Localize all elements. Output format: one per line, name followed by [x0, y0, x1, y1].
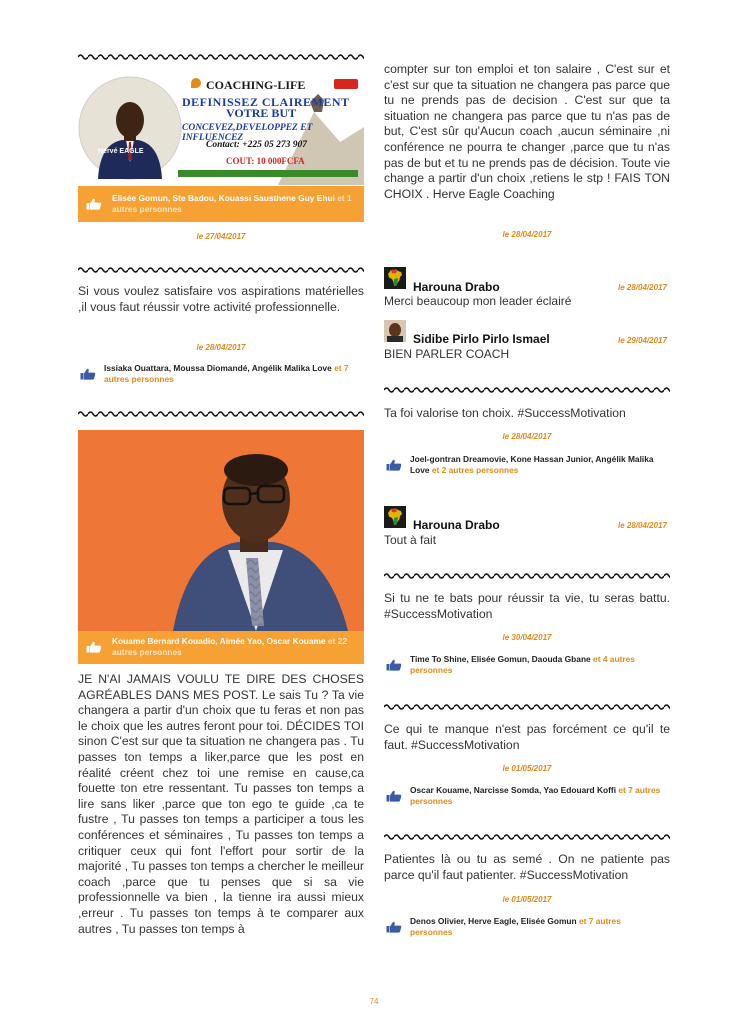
user-avatar[interactable] — [384, 320, 406, 342]
post1-likes-bar — [78, 186, 364, 222]
like-icon[interactable] — [386, 459, 402, 471]
post3-likes-bar — [78, 631, 364, 664]
comment-text: BIEN PARLER COACH — [384, 347, 510, 361]
banner-name-tag: Hervé EAGLE — [98, 148, 144, 155]
post-separator — [384, 386, 670, 396]
banner-headline-1: DEFINISSEZ CLAIREMENT — [182, 95, 350, 109]
likes-more[interactable]: et 7 autres personnes — [410, 916, 621, 937]
post5-text: Si tu ne te bats pour réussir ta vie, tu seras battu. #SuccessMotivation — [384, 591, 670, 621]
post-separator — [78, 266, 364, 276]
commenter-name[interactable]: Sidibe Pirlo Pirlo Ismael — [413, 332, 550, 346]
likes-more[interactable]: et 7 autres personnes — [410, 785, 661, 806]
commenter-name[interactable]: Harouna Drabo — [413, 280, 500, 294]
africa-avatar-icon[interactable] — [384, 506, 406, 528]
post-separator — [384, 703, 670, 713]
post-separator — [78, 410, 364, 420]
likes-names[interactable]: Elisée Gomun, Ste Badou, Kouassi Sausthene Guy Ehui — [112, 193, 335, 203]
africa-avatar-icon[interactable] — [384, 267, 406, 289]
post2-text: Si vous voulez satisfaire vos aspirations matérielles ,il vous faut réussir votre activité professionnelle. — [78, 284, 364, 314]
banner-green-strip — [178, 170, 358, 177]
post6-likes — [410, 785, 662, 807]
like-icon[interactable] — [86, 641, 102, 653]
comment-date: le 29/04/2017 — [618, 336, 667, 345]
comment-date: le 28/04/2017 — [618, 283, 667, 292]
likes-more[interactable]: et 4 autres personnes — [410, 654, 635, 675]
post-separator — [384, 572, 670, 582]
like-icon[interactable] — [386, 790, 402, 802]
flame-logo-icon — [191, 78, 201, 88]
likes-more[interactable]: et 7 autres personnes — [104, 363, 349, 384]
likes-more[interactable]: et 1 autres personnes — [112, 193, 352, 214]
like-icon[interactable] — [386, 921, 402, 933]
post4-text: Ta foi valorise ton choix. #SuccessMotivation — [384, 406, 626, 420]
post3-date: le 28/04/2017 — [502, 230, 552, 239]
brand-logo — [334, 79, 358, 89]
post3-photo — [78, 430, 364, 631]
page-number: 74 — [369, 997, 379, 1006]
banner-title: COACHING-LIFE — [206, 78, 306, 92]
post-separator — [78, 53, 364, 63]
banner-subline: CONCEVEZ,DEVELOPPEZ ET INFLUENCEZ — [182, 123, 313, 143]
post5-date: le 30/04/2017 — [502, 633, 552, 642]
post4-date: le 28/04/2017 — [502, 432, 552, 441]
like-icon[interactable] — [386, 659, 402, 671]
post2-likes — [104, 363, 354, 385]
likes-names[interactable]: Kouame Bernard Kouadio, Aimée Yao, Oscar Kouame — [112, 636, 326, 646]
like-icon[interactable] — [86, 198, 102, 210]
coaching-banner-image — [78, 72, 364, 185]
post3-continuation-text: compter sur ton emploi et ton salaire , C'est sur et c'est sur que ta situation ne changera pas parce que tu ne prends pas de decision . C'est sur que ta situation ne changera pas parce que tu n'as pas de but, C'est sûr qu'Aucun coach ,aucun séminaire ,ni conférence ne pourra te changer ,parce que tu n'as pas de but et tu ne prends pas de décision. Toute vie change a partir d'un choix ,retiens le stp ! FAIS TON CHOIX . Herve Eagle Coaching — [384, 62, 670, 201]
comment-date: le 28/04/2017 — [618, 521, 667, 530]
likes-more[interactable]: et 22 autres personnes — [112, 636, 348, 657]
commenter-name[interactable]: Harouna Drabo — [413, 518, 500, 532]
post7-text: Patientes là ou tu as semé . On ne patiente pas parce qu'il faut patienter. #SuccessMotivation — [384, 852, 670, 882]
comment-text: Tout à fait — [384, 533, 437, 547]
likes-names[interactable]: Joel-gontran Dreamovie, Kone Hassan Junior, Angélik Malika Love — [410, 454, 654, 475]
banner-cost: COUT: 10 000FCFA — [226, 156, 305, 166]
banner-headline-2: VOTRE BUT — [226, 106, 297, 120]
likes-names[interactable]: Time To Shine, Elisée Gomun, Daouda Gbane — [410, 654, 591, 664]
likes-names[interactable]: Denos Olivier, Herve Eagle, Elisée Gomun — [410, 916, 577, 926]
post3-text: JE N'AI JAMAIS VOULU TE DIRE DES CHOSES AGRÉABLES DANS MES POST. Le sais Tu ? Ta vie changera a partir d'un choix que tu feras et non pas le choix que les autres feront pour toi. DÉCIDES TOI sinon C'est sur que ta situation ne changera pas . Tu passes ton temps a liker,parce que les post en réalité créent chez toi une remise en cause,ca fouette ton etre ressentant. Tu passes ton temps a lire sans liker ,parce que ton ego te guide ,ca te fustre , Tu passes ton temps a participer a tous les conférences et séminaires , Tu passes ton temps a critiquer ceux qui font l'effort pour sortir de la majorité , Tu passes ton temps a chercher le meilleur coach ,parce que tu penses que si sa vie professionnelle va bien , la tienne ira aussi mieux ,erreur . Tu passes ton temps à te comparer aux autres , Tu passes ton temps à — [78, 672, 364, 936]
like-icon[interactable] — [80, 368, 96, 380]
post7-likes — [410, 916, 662, 938]
post6-text: Ce qui te manque n'est pas forcément ce qu'il te faut. #SuccessMotivation — [384, 722, 670, 752]
post2-date: le 28/04/2017 — [196, 343, 246, 352]
likes-more[interactable]: et 2 autres personnes — [431, 465, 519, 475]
likes-names[interactable]: Oscar Kouame, Narcisse Somda, Yao Edouard Koffi — [410, 785, 617, 795]
post4-likes — [410, 454, 662, 476]
post5-likes — [410, 654, 662, 676]
post1-date: le 27/04/2017 — [196, 232, 246, 241]
banner-contact: Contact: +225 05 273 907 — [206, 140, 307, 150]
post-separator — [384, 833, 670, 843]
comment-text: Merci beaucoup mon leader éclairé — [384, 294, 572, 308]
post7-date: le 01/05/2017 — [502, 895, 552, 904]
likes-names[interactable]: Issiaka Ouattara, Moussa Diomandé, Angélik Malika Love — [104, 363, 332, 373]
post6-date: le 01/05/2017 — [502, 764, 552, 773]
